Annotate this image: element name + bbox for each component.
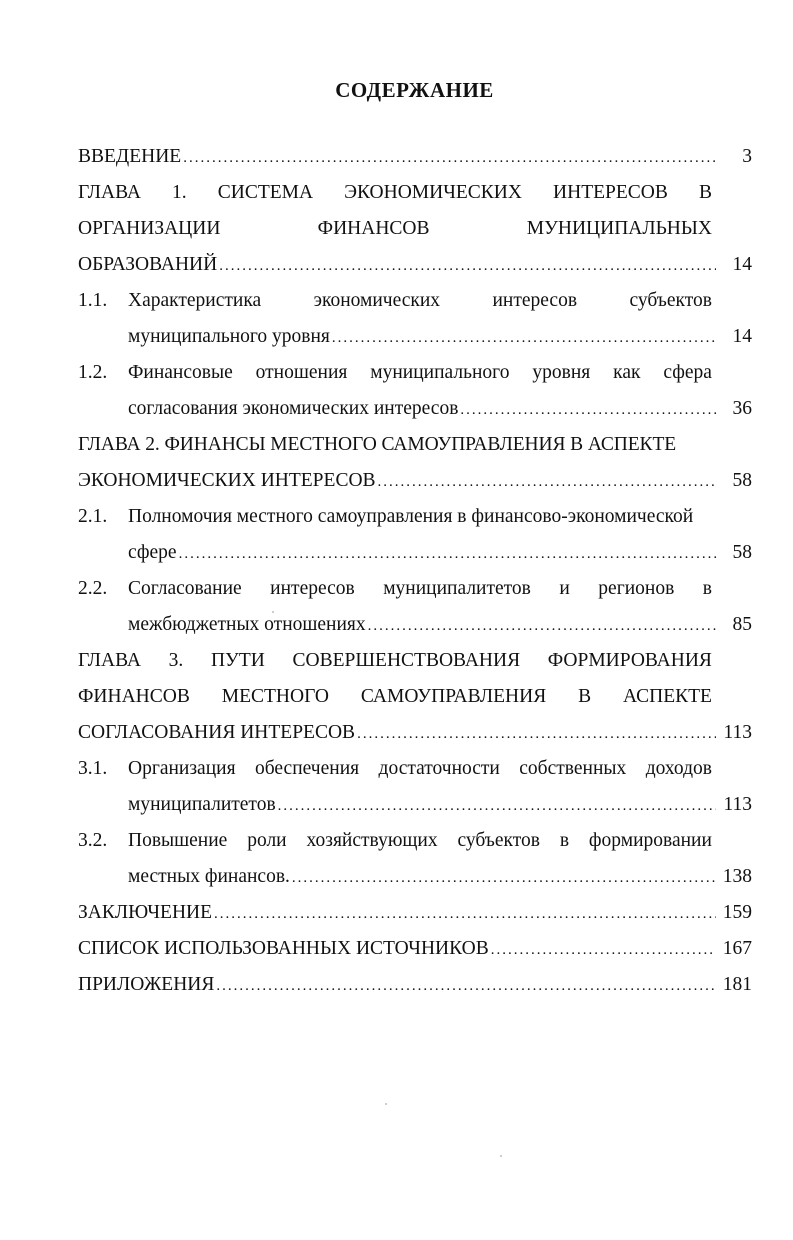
toc-entry-chapter1[interactable] (78, 250, 752, 280)
toc-entry-section-3-2[interactable] (128, 862, 752, 892)
section-title (128, 826, 712, 856)
toc-page-number: 113 (723, 794, 752, 815)
dot-leader (278, 791, 716, 821)
toc-page-number: 58 (732, 470, 752, 491)
section-number: 1.1. (78, 290, 108, 311)
dot-leader (214, 899, 716, 929)
word: 3. (168, 650, 184, 671)
toc-entry-chapter3[interactable] (78, 718, 752, 748)
word: Повышение (128, 830, 228, 851)
word: интересов (270, 578, 355, 599)
toc-section-2-2-line1 (78, 574, 752, 604)
word: в (702, 578, 712, 599)
dot-leader (216, 971, 716, 1001)
scan-speck (272, 611, 274, 613)
dot-leader (460, 395, 716, 425)
toc-entry-text: СПИСОК ИСПОЛЬЗОВАННЫХ ИСТОЧНИКОВ (78, 938, 489, 959)
word: Финансовые (128, 362, 233, 383)
dot-leader (183, 143, 716, 173)
dot-leader (179, 539, 716, 569)
word: интересов (492, 290, 578, 311)
word: и (559, 578, 570, 599)
word: САМОУПРАВЛЕНИЯ (360, 686, 547, 707)
word: АСПЕКТЕ (623, 686, 712, 707)
toc-entry-chapter2[interactable] (78, 466, 752, 496)
toc-entry-text: межбюджетных отношениях (128, 614, 366, 635)
word: Согласование (128, 578, 242, 599)
scan-speck (500, 1155, 502, 1157)
toc-chapter3-line2 (78, 682, 712, 712)
word: в (559, 830, 570, 851)
word: достаточности (378, 758, 500, 779)
dot-leader (368, 611, 716, 641)
section-number: 1.2. (78, 362, 108, 383)
word: СОВЕРШЕНСТВОВАНИЯ (292, 650, 521, 671)
toc-section-1-2-line1 (78, 358, 752, 388)
word: Организация (128, 758, 236, 779)
toc-entry-text: муниципалитетов (128, 794, 276, 815)
toc-section-3-2-line1 (78, 826, 752, 856)
dot-leader (357, 719, 716, 749)
word: В (698, 182, 712, 203)
toc-entry-section-3-1[interactable] (128, 790, 752, 820)
toc-entry-appendix[interactable] (78, 970, 752, 1000)
word: доходов (645, 758, 712, 779)
word: СИСТЕМА (217, 182, 314, 203)
scan-speck (385, 1103, 387, 1105)
toc-entry-text: ВВЕДЕНИЕ (78, 146, 182, 167)
toc-entry-text: СОГЛАСОВАНИЯ ИНТЕРЕСОВ (78, 722, 356, 743)
toc-entry-conclusion[interactable] (78, 898, 752, 928)
word: как (613, 362, 641, 383)
toc-entry-text: ОБРАЗОВАНИЙ (78, 254, 218, 275)
section-title (128, 574, 712, 604)
word: ФОРМИРОВАНИЯ (547, 650, 712, 671)
toc-section-3-1-line1 (78, 754, 752, 784)
toc-page-number: 3 (742, 146, 752, 167)
toc-entry-text: сфере (128, 542, 177, 563)
section-number: 2.1. (78, 506, 108, 527)
toc-entry-section-1-2[interactable] (128, 394, 752, 424)
toc-page-number: 138 (722, 866, 752, 887)
section-title (128, 358, 712, 388)
toc-section-1-1-line1 (78, 286, 752, 316)
word: ФИНАНСОВ (317, 218, 430, 239)
word: формировании (588, 830, 712, 851)
toc-entry-text: муниципального уровня (128, 326, 330, 347)
toc-entry-text: местных финансов. (128, 866, 290, 887)
toc-page-number: 159 (722, 902, 752, 923)
toc-entry-section-2-1[interactable] (128, 538, 752, 568)
toc-entry-text: ЭКОНОМИЧЕСКИХ ИНТЕРЕСОВ (78, 470, 376, 491)
toc-entry-section-1-1[interactable] (128, 322, 752, 352)
toc-page-number: 14 (732, 254, 752, 275)
section-number: 2.2. (78, 578, 108, 599)
word: отношения (255, 362, 348, 383)
toc-entry-section-2-2[interactable] (128, 610, 752, 640)
dot-leader (332, 323, 716, 353)
word: ИНТЕРЕСОВ (553, 182, 668, 203)
word: ОРГАНИЗАЦИИ (78, 218, 221, 239)
word: Характеристика (128, 290, 262, 311)
section-title (128, 286, 712, 316)
toc-page-number: 167 (722, 938, 752, 959)
word: муниципалитетов (383, 578, 531, 599)
word: собственных (519, 758, 627, 779)
toc-page-number: 113 (723, 722, 752, 743)
toc-page-number: 85 (732, 614, 752, 635)
word: ФИНАНСОВ (78, 686, 190, 707)
toc-page-number: 58 (732, 542, 752, 563)
word: 1. (172, 182, 187, 203)
toc-chapter1-line1 (78, 178, 712, 208)
word: уровня (532, 362, 591, 383)
toc-section-2-1-line1 (78, 502, 752, 532)
word: В (578, 686, 592, 707)
toc-chapter2-line1: ГЛАВА 2. ФИНАНСЫ МЕСТНОГО САМОУПРАВЛЕНИЯ В АСПЕКТЕ (78, 434, 677, 455)
toc-entry-text: ЗАКЛЮЧЕНИЕ (78, 902, 213, 923)
toc-chapter3-line1 (78, 646, 712, 676)
word: субъектов (629, 290, 712, 311)
dot-leader (219, 251, 716, 281)
toc-page-number: 181 (722, 974, 752, 995)
toc-page-number: 36 (732, 398, 752, 419)
toc-entry-text: согласования экономических интересов (128, 398, 459, 419)
toc-entry-sources[interactable] (78, 934, 752, 964)
section-number: 3.1. (78, 758, 108, 779)
dot-leader (491, 935, 716, 965)
section-number: 3.2. (78, 830, 108, 851)
word: роли (247, 830, 287, 851)
word: ГЛАВА (78, 182, 141, 203)
word: регионов (598, 578, 675, 599)
section-title: Полномочия местного самоуправления в финансово-экономической (128, 506, 694, 527)
word: МЕСТНОГО (221, 686, 329, 707)
word: муниципального (370, 362, 510, 383)
word: хозяйствующих (306, 830, 438, 851)
toc-page-number: 14 (732, 326, 752, 347)
word: ПУТИ (210, 650, 265, 671)
word: ГЛАВА (78, 650, 141, 671)
toc-entry-intro[interactable] (78, 142, 752, 172)
word: обеспечения (254, 758, 360, 779)
dot-leader (292, 863, 716, 893)
word: экономических (313, 290, 441, 311)
toc-chapter1-line2 (78, 214, 712, 244)
word: ЭКОНОМИЧЕСКИХ (344, 182, 522, 203)
section-title (128, 754, 712, 784)
word: МУНИЦИПАЛЬНЫХ (526, 218, 712, 239)
word: сфера (663, 362, 712, 383)
dot-leader (378, 467, 716, 497)
toc-entry-text: ПРИЛОЖЕНИЯ (78, 974, 215, 995)
page-title: СОДЕРЖАНИЕ (335, 78, 494, 102)
word: субъектов (457, 830, 540, 851)
